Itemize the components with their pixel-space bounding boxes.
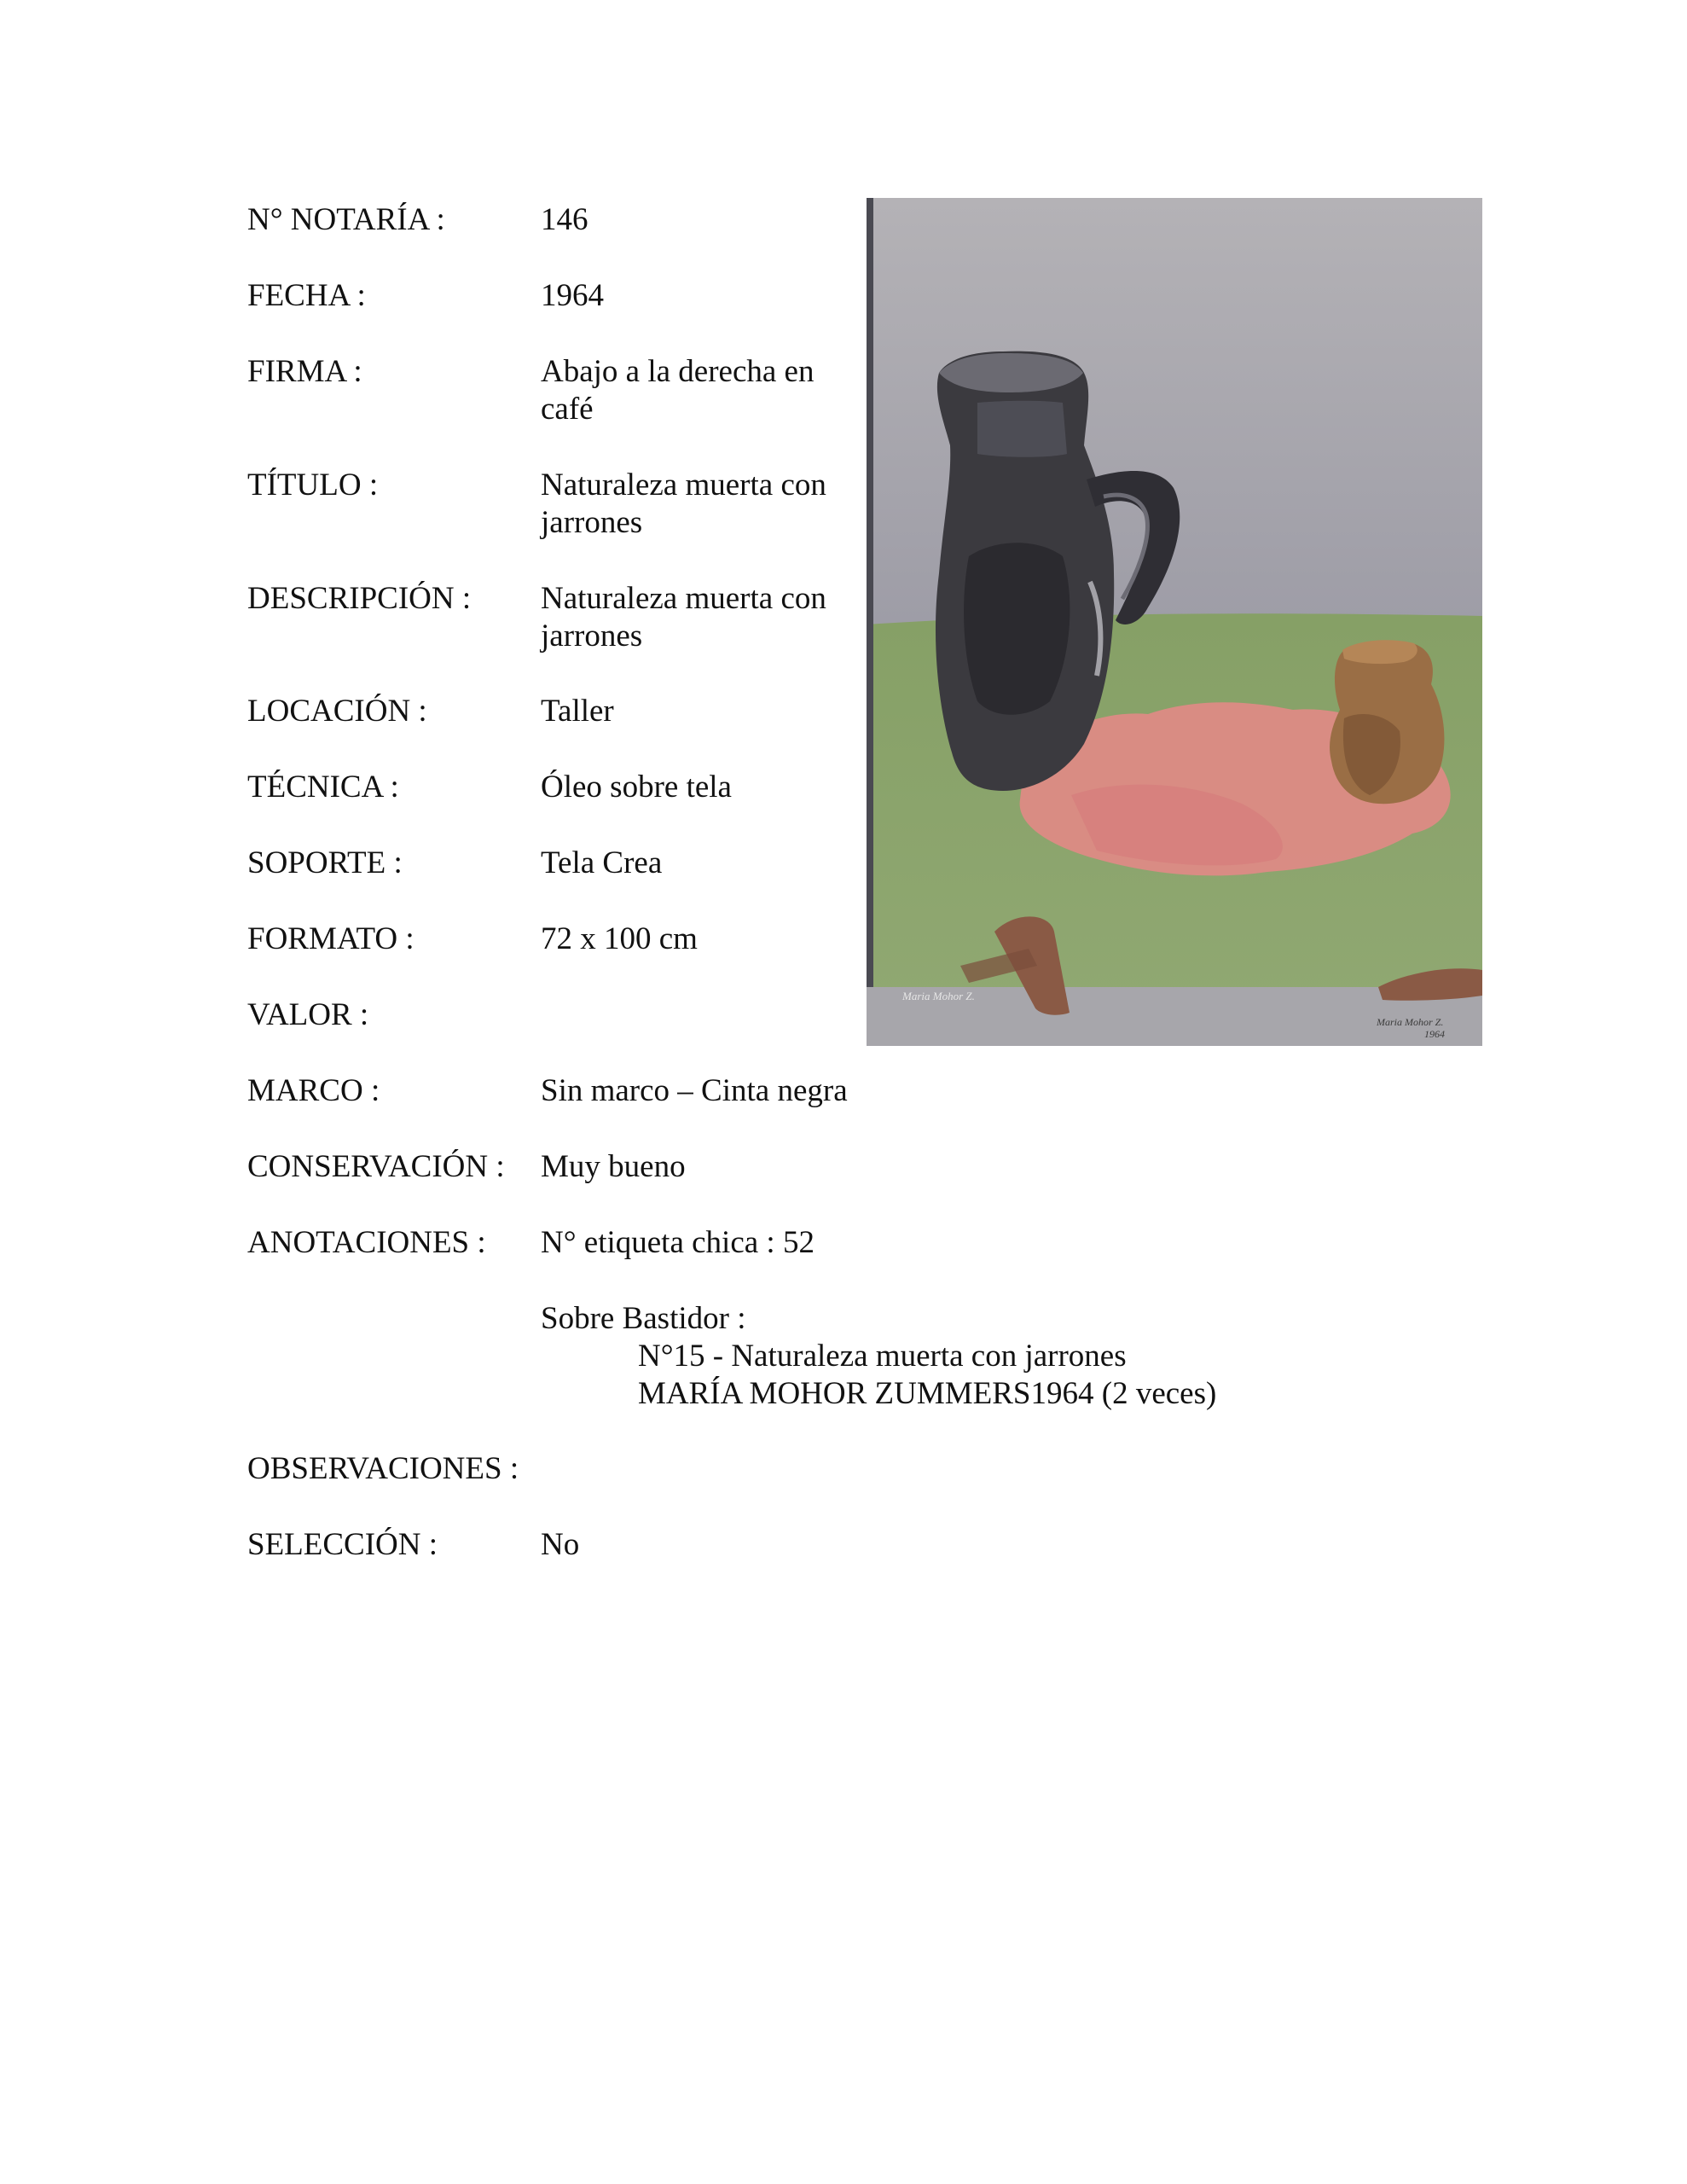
seleccion-label: SELECCIÓN : (247, 1527, 438, 1562)
titulo-value: Naturaleza muerta con jarrones (541, 468, 826, 540)
anotaciones-label: ANOTACIONES : (247, 1225, 486, 1260)
soporte-label: SOPORTE : (247, 845, 403, 880)
fecha-label: FECHA : (247, 278, 366, 313)
formato-value: 72 x 100 cm (541, 921, 698, 956)
descripcion-value: Naturaleza muerta con jarrones (541, 581, 826, 653)
valor-label: VALOR : (247, 997, 369, 1032)
bastidor-block (541, 1300, 1394, 1413)
seleccion-value: No (541, 1527, 580, 1562)
locacion-value: Taller (541, 694, 614, 729)
firma-label: FIRMA : (247, 354, 362, 389)
signature-right-year: 1964 (1424, 1028, 1445, 1040)
observaciones-label: OBSERVACIONES : (247, 1451, 519, 1486)
firma-value: Abajo a la derecha en café (541, 354, 815, 427)
fecha-value: 1964 (541, 278, 604, 313)
painting-image (867, 198, 1482, 1046)
marco-value: Sin marco – Cinta negra (541, 1073, 848, 1108)
locacion-label: LOCACIÓN : (247, 694, 427, 729)
soporte-value: Tela Crea (541, 845, 663, 880)
pitcher-neck-highlight (977, 401, 1067, 457)
signature-left: Maria Mohor Z. (902, 990, 975, 1002)
formato-label: FORMATO : (247, 921, 415, 956)
bastidor-heading: Sobre Bastidor : (541, 1301, 746, 1336)
tecnica-value: Óleo sobre tela (541, 770, 732, 804)
canvas-edge (867, 198, 873, 1046)
still-life-painting (867, 198, 1482, 1046)
titulo-label: TÍTULO : (247, 468, 379, 502)
anotaciones-value: N° etiqueta chica : 52 (541, 1225, 815, 1260)
notaria-label: N° NOTARÍA : (247, 202, 445, 237)
tecnica-label: TÉCNICA : (247, 770, 399, 804)
conservacion-value: Muy bueno (541, 1149, 686, 1184)
marco-label: MARCO : (247, 1073, 380, 1108)
conservacion-label: CONSERVACIÓN : (247, 1149, 505, 1184)
bastidor-line: MARÍA MOHOR ZUMMERS1964 (2 veces) (638, 1376, 1217, 1411)
pitcher-highlight (964, 543, 1070, 715)
descripcion-label: DESCRIPCIÓN : (247, 581, 472, 616)
signature-right-name: Maria Mohor Z. (1377, 1016, 1444, 1028)
bastidor-line: N°15 - Naturaleza muerta con jarrones (638, 1339, 1127, 1374)
notaria-value: 146 (541, 202, 588, 237)
